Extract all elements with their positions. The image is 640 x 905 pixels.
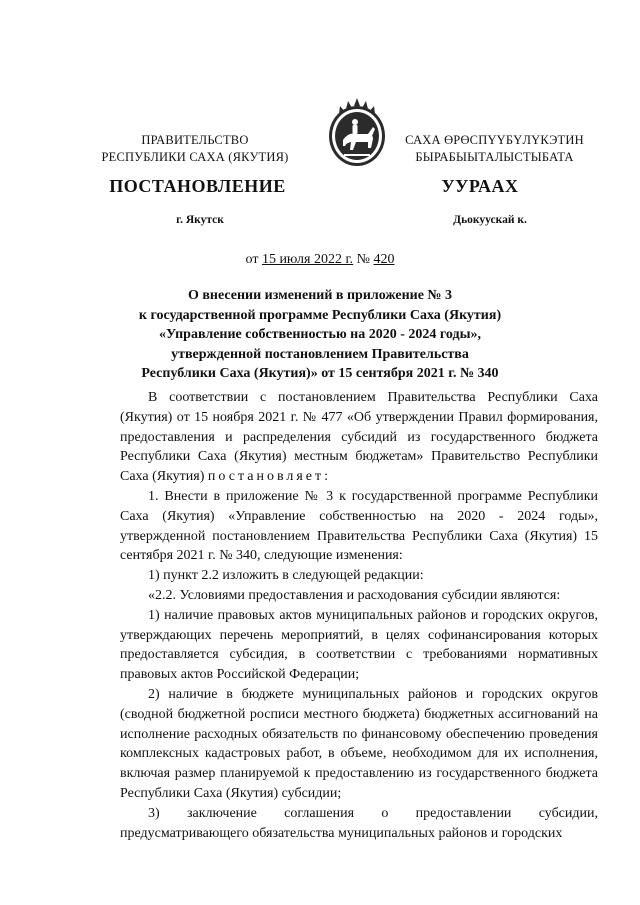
issuer-ru-line1: ПРАВИТЕЛЬСТВО [141,133,249,147]
intro-text: В соответствии с постановлением Правительства Республики Саха (Якутия) от 15 ноября 2021 г. № 477 «Об утверждении Правил формирования, предоставления и распределения субсидий из государственного бюджета Республики Саха (Якутия) местным бюджетам» Правительство Республики Саха (Якутия) [120,390,598,485]
title-line: утвержденной постановлением Правительства [171,346,469,362]
date-prefix: от [245,252,259,267]
condition-1: 1) наличие правовых актов муниципальных районов и городских округов, утверждающих перечень мероприятий, в целях софинансирования которых предоставляется субсидия, в соответствии с требованиями нормативных правовых актов Российской Федерации; [120,607,598,683]
title-line: О внесении изменений в приложение № 3 [187,288,452,303]
title-line: «Управление собственностью на 2020 - 2024 годы», [158,327,482,342]
city-ru: г. Якутск [176,214,224,226]
issuer-sah [392,132,597,166]
doc-type-sah: УУРААХ [441,176,519,196]
number-label: № [356,252,370,267]
clause-1-1: 1) пункт 2.2 изложить в следующей редакции: [148,568,424,584]
date-line [0,252,640,268]
resolves-word: постановляет: [207,469,332,485]
document-date: 15 июля 2022 г. [261,252,354,267]
document-title [120,286,520,384]
document-body [120,388,598,843]
issuer-ru [95,132,295,166]
issuer-sah-line1: САХА ӨРӨСПҮҮБҮЛҮКЭТИН [405,133,584,147]
clause-2-2: «2.2. Условиями предоставления и расходования субсидии являются: [148,587,561,603]
title-line: к государственной программе Республики Саха (Якутия) [138,307,502,323]
condition-2: 2) наличие в бюджете муниципальных районов и городских округов (сводной бюджетной росписи местного бюджета) бюджетных ассигнований на исполнение расходных обязательств по финансовому обеспечению проведения комплексных кадастровых работ, в объеме, необходимом для их исполнения, включая размер планируемой к предоставлению из государственного бюджета Республики Саха (Якутия) субсидии; [120,686,598,801]
clause-1: 1. Внести в приложение № 3 к государственной программе Республики Саха (Якутия) «Управление собственностью на 2020 - 2024 годы», утвержденной постановлением Правительства Республики Саха (Якутия) 15 сентября 2021 г. № 340, следующие изменения: [120,488,598,564]
document-number: 420 [373,252,395,267]
intro-paragraph [120,388,598,487]
title-line: Республики Саха (Якутия)» от 15 сентября 2021 г. № 340 [141,366,499,381]
city-sah: Дьокуускай к. [453,214,527,226]
sakha-coat-of-arms-icon [326,96,388,170]
doc-type-ru: ПОСТАНОВЛЕНИЕ [109,176,286,196]
issuer-ru-line2: РЕСПУБЛИКИ САХА (ЯКУТИЯ) [101,150,289,164]
issuer-sah-line2: БЫРАБЫЫТАЛЫСТЫБАТА [415,150,574,164]
condition-3: 3) заключение соглашения о предоставлении субсидии, предусматривающего обязательства муниципальных районов и городских [120,805,598,841]
